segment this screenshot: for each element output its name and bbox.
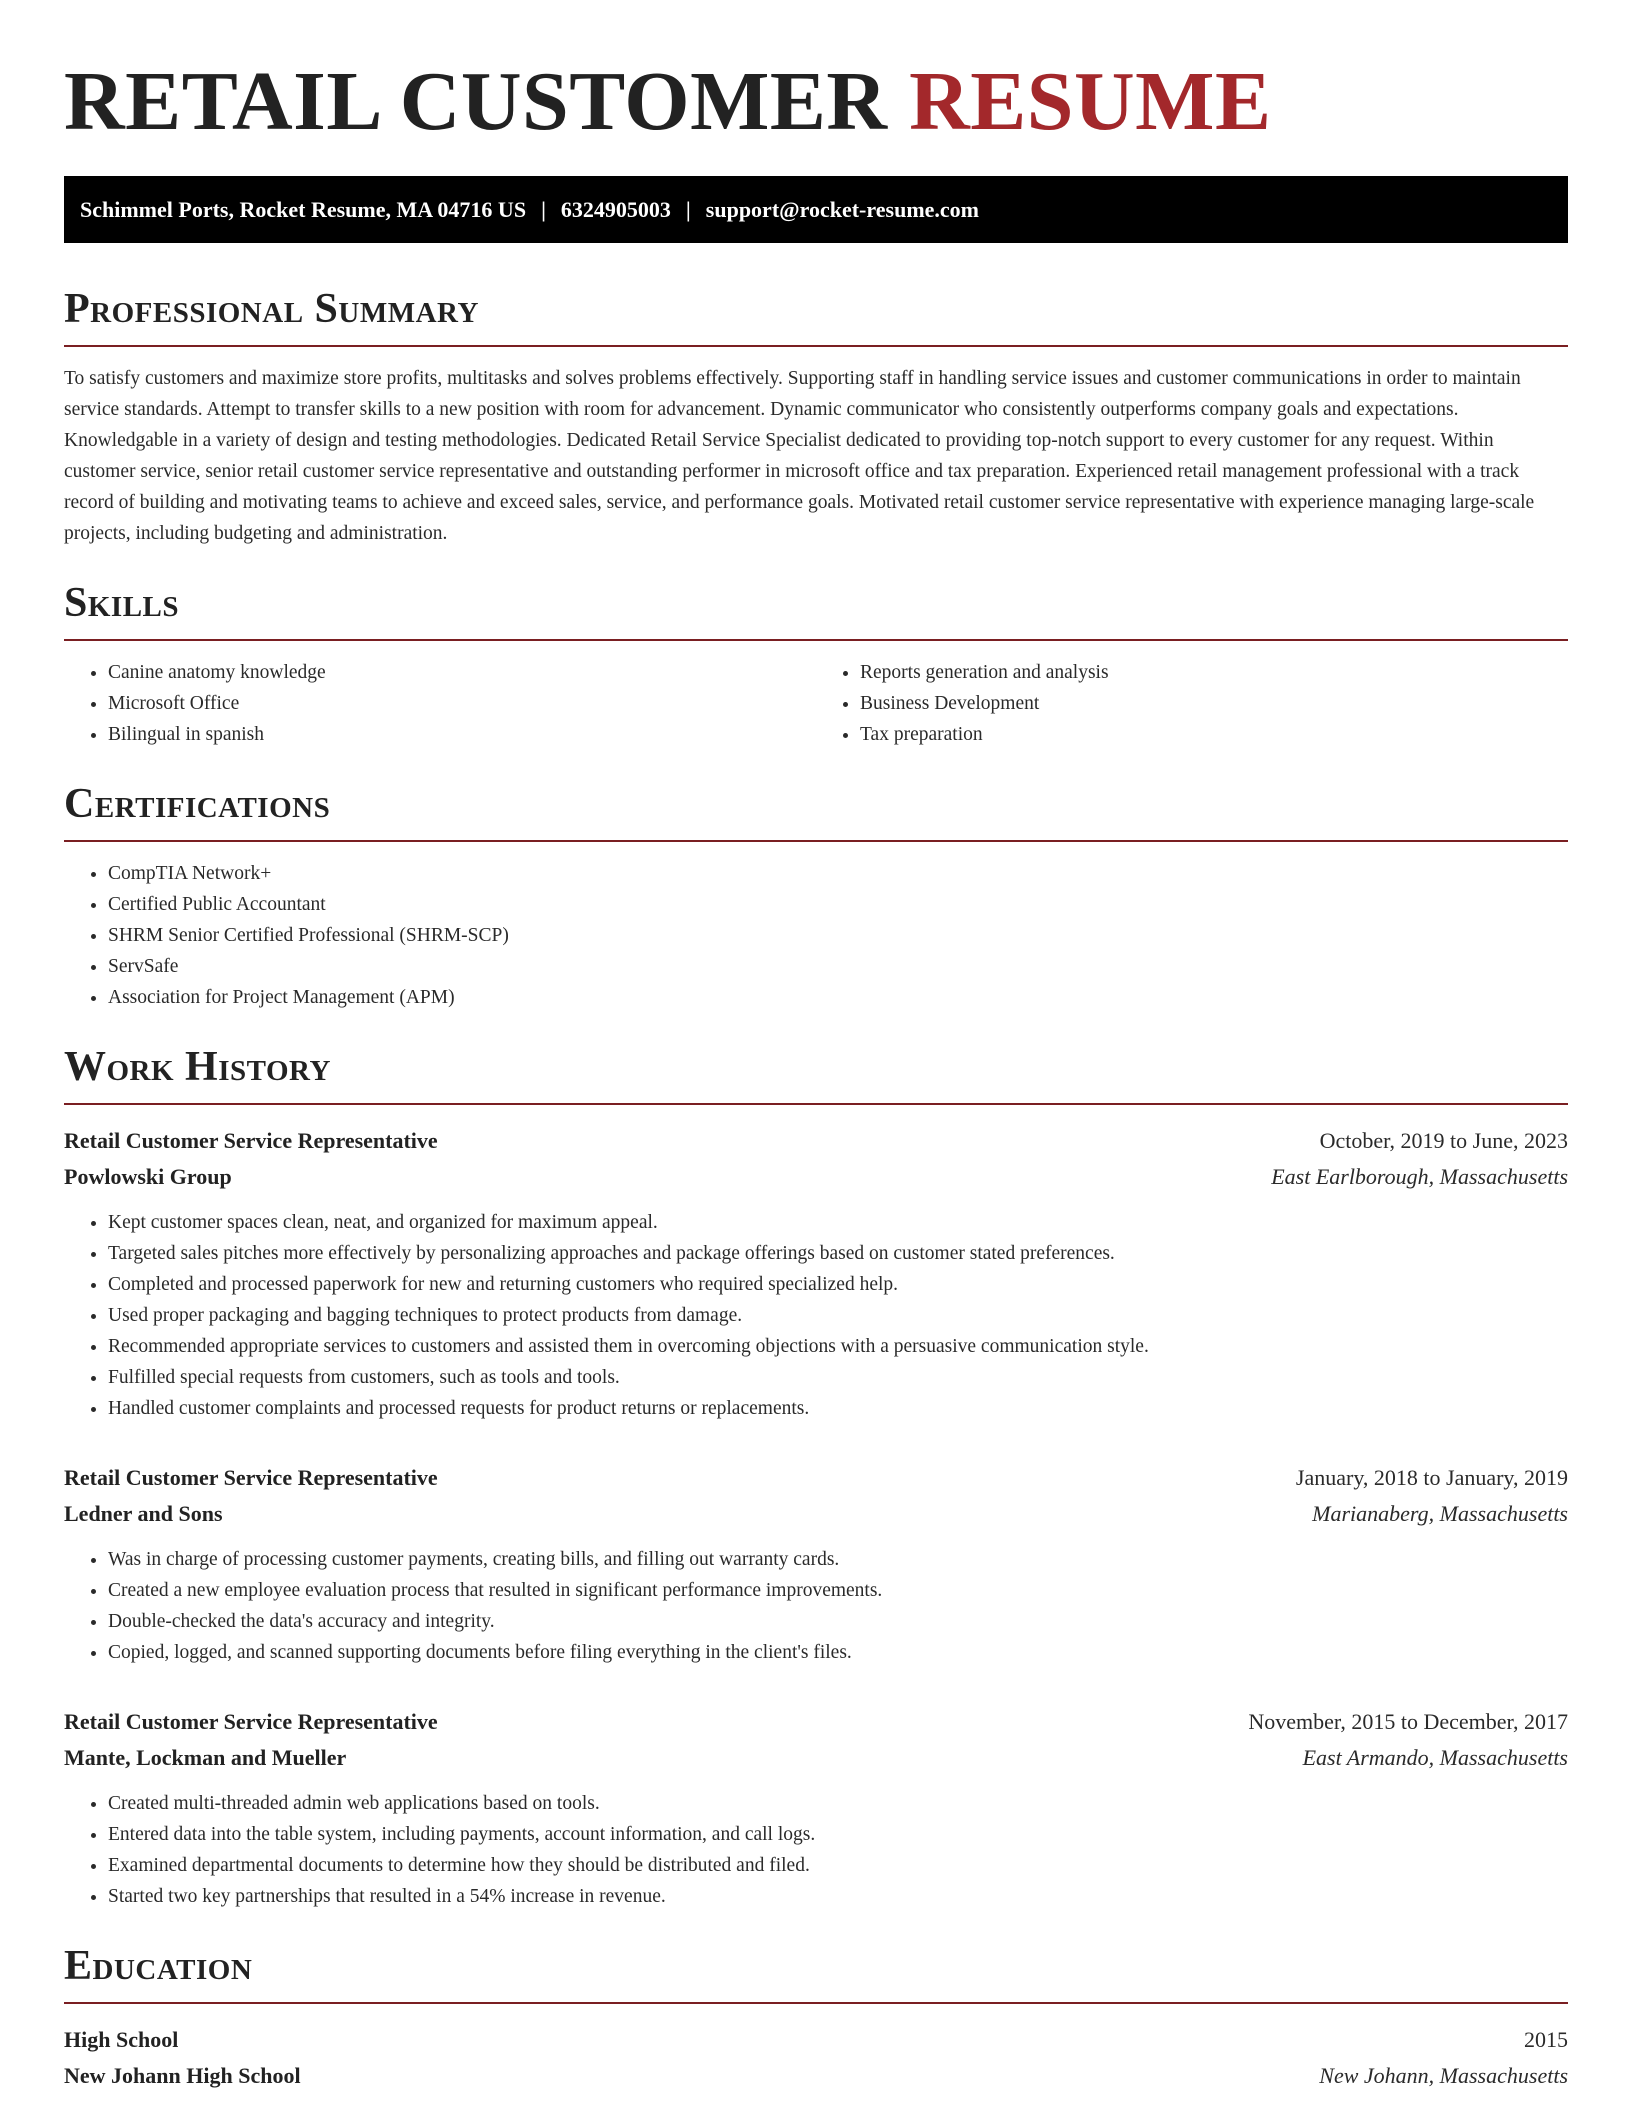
job-entry <box>64 1123 1568 1424</box>
job-company-row <box>64 1740 1568 1776</box>
certification-item: • Association for Project Management (APM) <box>108 982 1568 1013</box>
contact-phone: 6324905003 <box>560 196 671 222</box>
title-accent: RESUME <box>909 55 1272 148</box>
job-dates: November, 2015 to December, 2017 <box>1248 1709 1568 1734</box>
education-school: New Johann High School <box>64 2063 301 2088</box>
job-company: Ledner and Sons <box>64 1501 223 1526</box>
job-title: Retail Customer Service Representative <box>64 1465 438 1490</box>
education-location: New Johann, Massachusetts <box>1319 2063 1568 2088</box>
job-company: Mante, Lockman and Mueller <box>64 1745 347 1770</box>
skills-list-right <box>816 657 1568 750</box>
education-year: 2015 <box>1524 2027 1568 2052</box>
job-entry <box>64 1704 1568 1912</box>
education-section <box>64 1942 1568 2094</box>
resume-title <box>64 52 1568 152</box>
work-history-heading: Work History <box>64 1043 1568 1105</box>
job-title: Retail Customer Service Representative <box>64 1709 438 1734</box>
job-dates: January, 2018 to January, 2019 <box>1295 1465 1568 1490</box>
education-heading: Education <box>64 1942 1568 2004</box>
job-dates: October, 2019 to June, 2023 <box>1319 1128 1568 1153</box>
job-location: East Armando, Massachusetts <box>1302 1745 1568 1770</box>
contact-email[interactable]: support@rocket-resume.com <box>705 196 979 222</box>
certifications-heading: Certifications <box>64 780 1568 842</box>
job-bullet: • Started two key partnerships that resulted in a 54% increase in revenue. <box>108 1881 1568 1912</box>
summary-section <box>64 285 1568 549</box>
job-bullet: • Entered data into the table system, including payments, account information, and call logs. <box>108 1819 1568 1850</box>
skill-item: • Microsoft Office <box>108 688 816 719</box>
skill-item: • Reports generation and analysis <box>860 657 1568 688</box>
job-company: Powlowski Group <box>64 1164 232 1189</box>
certifications-list <box>64 858 1568 1013</box>
skills-list-left <box>64 657 816 750</box>
job-bullet: • Copied, logged, and scanned supporting documents before filing everything in the client's files. <box>108 1637 1568 1668</box>
summary-text: To satisfy customers and maximize store profits, multitasks and solves problems effectively. Supporting staff in handling service issues and customer communications in order to maintain service standards. Attempt to transfer skills to a new position with room for advancement. Dynamic communicator who consistently outperforms company goals and expectations. Knowledgable in a variety of design and testing methodologies. Dedicated Retail Service Specialist dedicated to providing top-notch support to every customer for any request. Within customer service, senior retail customer service representative and outstanding performer in microsoft office and tax preparation. Experienced retail management professional with a track record of building and motivating teams to achieve and exceed sales, service, and performance goals. Motivated retail customer service representative with experience managing large-scale projects, including budgeting and administration. <box>64 368 1535 544</box>
certification-item: • SHRM Senior Certified Professional (SHRM-SCP) <box>108 920 1568 951</box>
job-bullet: • Targeted sales pitches more effectively by personalizing approaches and package offerings based on customer stated preferences. <box>108 1238 1568 1269</box>
job-bullet: • Recommended appropriate services to customers and assisted them in overcoming objections with a persuasive communication style. <box>108 1331 1568 1362</box>
work-history-section <box>64 1043 1568 1912</box>
contact-separator: | <box>541 196 546 222</box>
job-bullet: • Created a new employee evaluation process that resulted in significant performance improvements. <box>108 1575 1568 1606</box>
education-degree: High School <box>64 2027 179 2052</box>
job-bullet: • Was in charge of processing customer payments, creating bills, and filling out warranty cards. <box>108 1544 1568 1575</box>
job-bullets <box>64 1207 1568 1424</box>
skills-grid <box>64 641 1568 750</box>
job-location: Marianaberg, Massachusetts <box>1312 1501 1568 1526</box>
skills-heading: Skills <box>64 579 1568 641</box>
job-bullet: • Used proper packaging and bagging techniques to protect products from damage. <box>108 1300 1568 1331</box>
education-header-row <box>64 2022 1568 2058</box>
job-bullet: • Double-checked the data's accuracy and integrity. <box>108 1606 1568 1637</box>
job-bullet: • Examined departmental documents to determine how they should be distributed and filed. <box>108 1850 1568 1881</box>
job-bullet: • Handled customer complaints and processed requests for product returns or replacements. <box>108 1393 1568 1424</box>
skill-item: • Bilingual in spanish <box>108 719 816 750</box>
job-bullet: • Fulfilled special requests from customers, such as tools and tools. <box>108 1362 1568 1393</box>
job-location: East Earlborough, Massachusetts <box>1271 1164 1568 1189</box>
education-entry <box>64 2022 1568 2094</box>
job-company-row <box>64 1159 1568 1195</box>
contact-address: Schimmel Ports, Rocket Resume, MA 04716 US <box>80 196 527 222</box>
job-header-row <box>64 1123 1568 1159</box>
job-entry <box>64 1460 1568 1668</box>
job-bullet: • Completed and processed paperwork for new and returning customers who required specialized help. <box>108 1269 1568 1300</box>
certification-item: • Certified Public Accountant <box>108 889 1568 920</box>
certification-item: • CompTIA Network+ <box>108 858 1568 889</box>
title-main: RETAIL CUSTOMER <box>64 55 888 148</box>
job-header-row <box>64 1460 1568 1496</box>
education-school-row <box>64 2058 1568 2094</box>
job-bullets <box>64 1788 1568 1912</box>
contact-bar <box>64 176 1568 243</box>
job-bullet: • Kept customer spaces clean, neat, and organized for maximum appeal. <box>108 1207 1568 1238</box>
certification-item: • ServSafe <box>108 951 1568 982</box>
skill-item: • Business Development <box>860 688 1568 719</box>
job-header-row <box>64 1704 1568 1740</box>
job-company-row <box>64 1496 1568 1532</box>
certifications-section <box>64 780 1568 1013</box>
skill-item: • Tax preparation <box>860 719 1568 750</box>
job-bullets <box>64 1544 1568 1668</box>
skill-item: • Canine anatomy knowledge <box>108 657 816 688</box>
contact-separator: | <box>685 196 691 222</box>
job-bullet: • Created multi-threaded admin web applications based on tools. <box>108 1788 1568 1819</box>
job-title: Retail Customer Service Representative <box>64 1128 438 1153</box>
skills-section <box>64 579 1568 750</box>
summary-heading: Professional Summary <box>64 285 1568 347</box>
